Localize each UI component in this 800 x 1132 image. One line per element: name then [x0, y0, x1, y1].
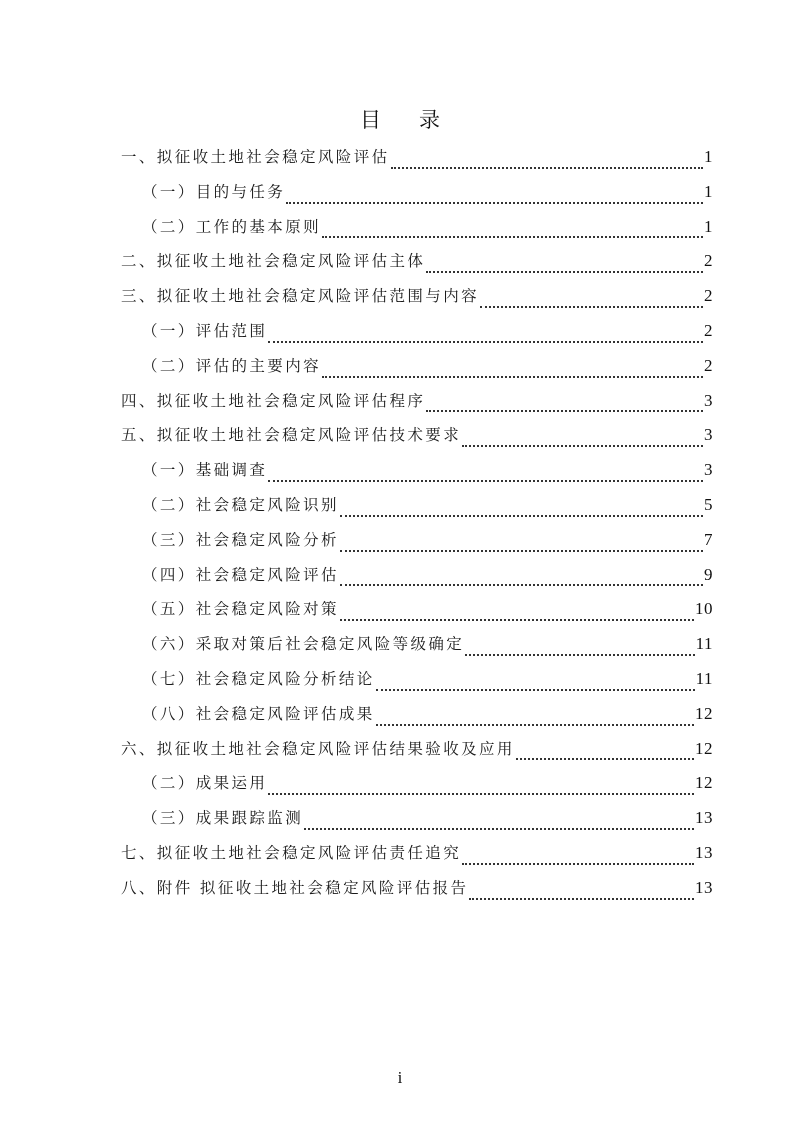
toc-entry[interactable] — [121, 423, 713, 458]
toc-entry-label: 四、拟征收土地社会稳定风险评估程序 — [121, 391, 426, 410]
toc-entry-label: 五、拟征收土地社会稳定风险评估技术要求 — [121, 426, 462, 445]
toc-entry-label: （一）评估范围 — [142, 321, 268, 340]
toc-entry-label: （二）社会稳定风险识别 — [142, 495, 339, 514]
dot-leader — [391, 167, 703, 169]
toc-entry[interactable] — [121, 354, 713, 389]
dot-leader — [340, 550, 703, 552]
toc-entry[interactable] — [121, 284, 713, 319]
toc-entry[interactable] — [121, 389, 713, 424]
toc-entry[interactable] — [121, 458, 713, 493]
dot-leader — [322, 376, 703, 378]
toc-entry-label: （四）社会稳定风险评估 — [142, 565, 339, 584]
toc-entry-page: 12 — [695, 703, 713, 723]
toc-entry[interactable] — [121, 737, 713, 772]
toc-entry-label: （三）成果跟踪监测 — [142, 809, 304, 828]
dot-leader — [286, 202, 703, 204]
dot-leader — [480, 306, 703, 308]
toc-entry-label: （二）成果运用 — [142, 774, 268, 793]
toc-entry-page: 2 — [704, 355, 713, 375]
toc-entry[interactable] — [121, 145, 713, 180]
toc-entry-label: 三、拟征收土地社会稳定风险评估范围与内容 — [121, 287, 480, 306]
dot-leader — [340, 584, 703, 586]
toc-entry-page: 3 — [704, 390, 713, 410]
toc-title — [0, 104, 800, 134]
toc-entry-page: 9 — [704, 564, 713, 584]
page-number: i — [397, 1068, 403, 1087]
toc-entry-page: 12 — [695, 738, 713, 758]
toc-entry-label: （七）社会稳定风险分析结论 — [142, 669, 375, 688]
toc-entry-label: 一、拟征收土地社会稳定风险评估 — [121, 148, 390, 166]
dot-leader — [462, 445, 703, 447]
dot-leader — [426, 271, 703, 273]
dot-leader — [426, 410, 703, 412]
toc-entry-label: （一）目的与任务 — [142, 182, 286, 201]
toc-entry[interactable] — [121, 597, 713, 632]
dot-leader — [268, 341, 703, 343]
toc-entry[interactable] — [121, 493, 713, 528]
toc-entry[interactable] — [121, 528, 713, 563]
toc-entry-page: 7 — [704, 529, 713, 549]
dot-leader — [376, 724, 694, 726]
toc-entry-label: （二）评估的主要内容 — [142, 356, 322, 375]
dot-leader — [462, 863, 694, 865]
toc-entry-page: 11 — [695, 634, 713, 654]
dot-leader — [340, 515, 703, 517]
toc-entry-page: 2 — [704, 251, 713, 271]
toc-entry-page: 13 — [695, 877, 713, 897]
toc-entry-label: （三）社会稳定风险分析 — [142, 530, 339, 549]
toc-entry[interactable] — [121, 806, 713, 841]
toc-entry[interactable] — [121, 319, 713, 354]
toc-entry-label: （八）社会稳定风险评估成果 — [142, 704, 375, 723]
toc-entry[interactable] — [121, 702, 713, 737]
toc-entry[interactable] — [121, 771, 713, 806]
dot-leader — [340, 619, 694, 621]
toc-entry[interactable] — [121, 667, 713, 702]
dot-leader — [322, 236, 703, 238]
dot-leader — [376, 689, 695, 691]
toc-entry-label: （五）社会稳定风险对策 — [142, 600, 339, 619]
toc-entry-label: 七、拟征收土地社会稳定风险评估责任追究 — [121, 843, 462, 862]
toc-entry[interactable] — [121, 563, 713, 598]
toc-entry-label: 六、拟征收土地社会稳定风险评估结果验收及应用 — [121, 739, 515, 758]
dot-leader — [465, 654, 694, 656]
toc-entry-page: 2 — [704, 286, 713, 306]
toc-entry-page: 5 — [704, 494, 713, 514]
toc-entry[interactable] — [121, 632, 713, 667]
toc-entry-page: 1 — [704, 147, 713, 166]
toc-title-char-2: 录 — [419, 108, 440, 132]
toc-entry[interactable] — [121, 215, 713, 250]
toc-entry-label: 八、附件 拟征收土地社会稳定风险评估报告 — [121, 878, 469, 897]
toc-entry-label: （一）基础调查 — [142, 461, 268, 480]
toc-entry-label: 二、拟征收土地社会稳定风险评估主体 — [121, 252, 426, 271]
dot-leader — [469, 898, 694, 900]
table-of-contents — [121, 145, 713, 911]
toc-entry-page: 3 — [704, 460, 713, 480]
toc-entry[interactable] — [121, 876, 713, 911]
dot-leader — [268, 793, 694, 795]
toc-entry-page: 2 — [704, 320, 713, 340]
toc-entry[interactable] — [121, 249, 713, 284]
toc-entry-page: 1 — [704, 181, 713, 201]
toc-entry-page: 10 — [695, 599, 713, 619]
toc-title-char-1: 目 — [360, 108, 381, 132]
toc-entry-label: （二）工作的基本原则 — [142, 217, 322, 236]
toc-entry[interactable] — [121, 841, 713, 876]
toc-entry-page: 13 — [695, 842, 713, 862]
toc-entry-page: 13 — [695, 808, 713, 828]
toc-entry-page: 11 — [695, 668, 713, 688]
toc-entry-page: 1 — [704, 216, 713, 236]
toc-entry-page: 12 — [695, 773, 713, 793]
toc-entry-label: （六）采取对策后社会稳定风险等级确定 — [142, 635, 465, 654]
dot-leader — [304, 828, 694, 830]
toc-entry[interactable] — [121, 180, 713, 215]
dot-leader — [268, 480, 703, 482]
dot-leader — [516, 758, 694, 760]
toc-entry-page: 3 — [704, 425, 713, 445]
